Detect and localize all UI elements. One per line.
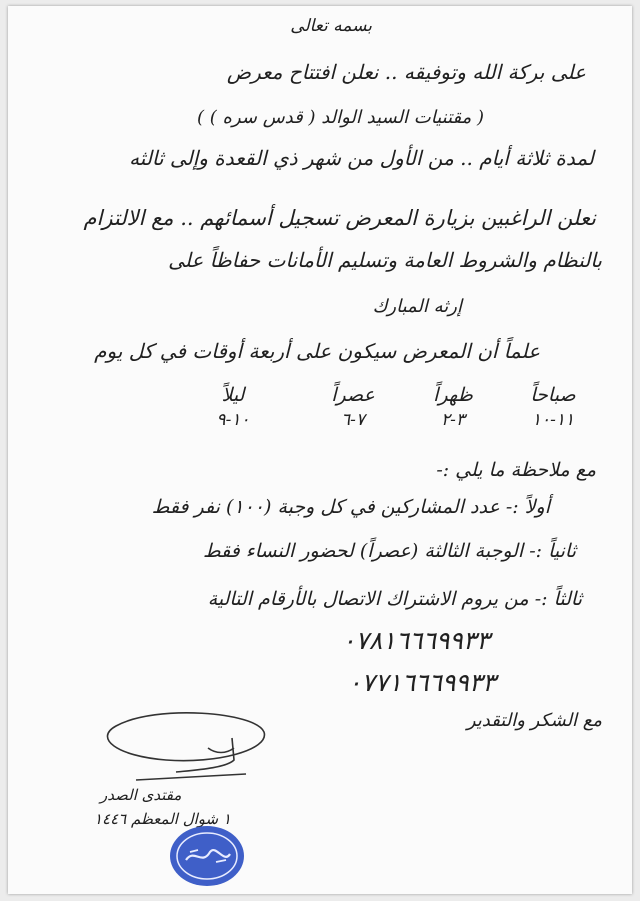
notes-intro: مع ملاحظة ما يلي :- xyxy=(436,459,596,481)
time-hours: ١٠-٩ xyxy=(216,410,250,430)
basmala: بسمه تعالى xyxy=(290,16,372,36)
letter-date: ١ شوال المعظم ١٤٤٦ xyxy=(94,810,231,828)
exhibition-title: ( مقتنيات السيد الوالد ( قدس سره ) ) xyxy=(197,107,484,128)
rules-line: بالنظام والشروط العامة وتسليم الأمانات حفاظاً على xyxy=(168,248,602,272)
duration-line: لمدة ثلاثة أيام .. من الأول من شهر ذي القعدة وإلى ثالثه xyxy=(129,146,594,170)
note-first: أولاً :- عدد المشاركين في كل وجبة (١٠٠) نفر فقط xyxy=(151,496,550,518)
registration-line: نعلن الراغبين بزيارة المعرض تسجيل أسمائهم .. مع الالتزام xyxy=(83,206,596,230)
note-second: ثانياً :- الوجبة الثالثة (عصراً) لحضور النساء فقط xyxy=(203,540,576,562)
time-period: صباحاً xyxy=(530,384,576,406)
letter-page xyxy=(8,6,632,894)
note-third: ثالثاً :- من يروم الاشتراك الاتصال بالأرقام التالية xyxy=(207,588,582,610)
heritage-line: إرثه المبارك xyxy=(372,296,462,317)
time-hours: ٧-٦ xyxy=(340,410,366,430)
signature-mark xyxy=(96,708,276,788)
time-period: ليلاً xyxy=(221,384,245,406)
time-slot xyxy=(408,384,498,430)
time-period: عصراً xyxy=(331,384,375,406)
signer-name: مقتدى الصدر xyxy=(100,786,182,804)
schedule-intro: علماً أن المعرض سيكون على أربعة أوقات في كل يوم xyxy=(94,339,540,363)
time-hours: ٣-٢ xyxy=(440,410,466,430)
time-slot xyxy=(508,384,598,430)
closing-line: مع الشكر والتقدير xyxy=(466,710,602,731)
time-hours: ١١-١٠ xyxy=(531,410,575,430)
phone-number-2: ٠٧٧١٦٦٦٩٩٣٣ xyxy=(348,668,496,697)
time-schedule xyxy=(188,384,588,434)
phone-number-1: ٠٧٨١٦٦٦٩٩٣٣ xyxy=(342,626,490,655)
time-slot xyxy=(188,384,278,430)
time-period: ظهراً xyxy=(433,384,473,406)
time-slot xyxy=(308,384,398,430)
announcement-line: على بركة الله وتوفيقه .. نعلن افتتاح معرض xyxy=(226,60,586,84)
seal-stamp xyxy=(168,824,246,888)
